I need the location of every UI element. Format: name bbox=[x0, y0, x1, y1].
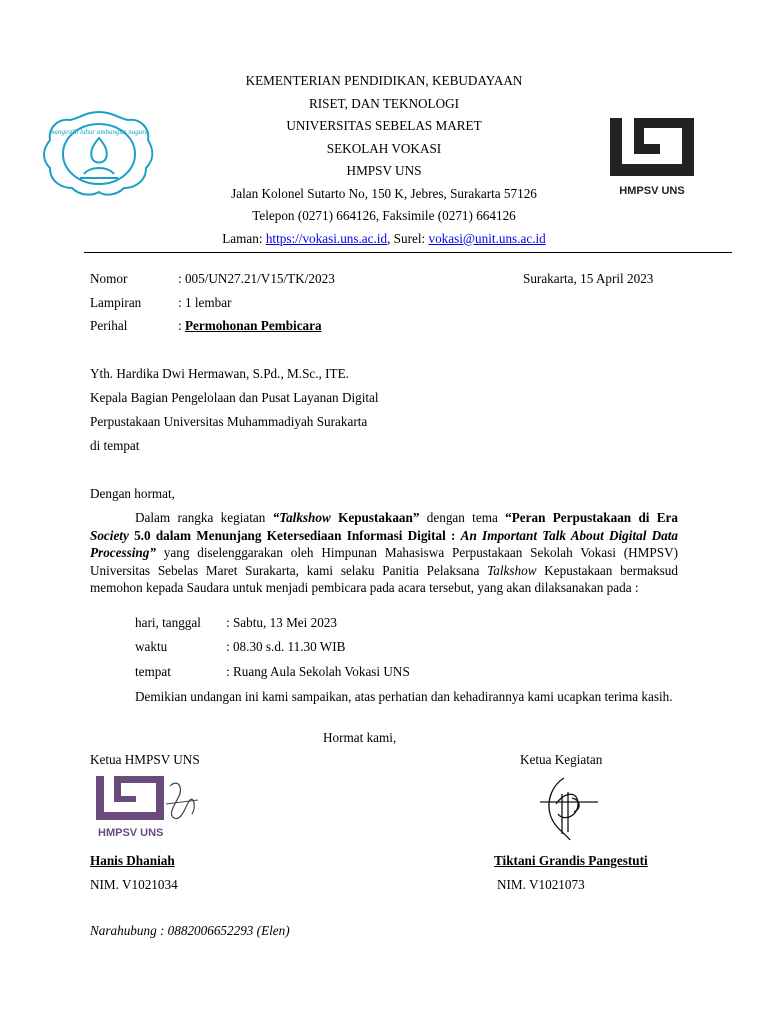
tempat-value: : Ruang Aula Sekolah Vokasi UNS bbox=[226, 664, 410, 679]
regards: Hormat kami, bbox=[323, 730, 397, 745]
tempat-label: tempat bbox=[135, 664, 171, 679]
right-signer-name: Tiktani Grandis Pangestuti bbox=[494, 853, 648, 868]
lampiran-label: Lampiran bbox=[90, 295, 142, 310]
university-name: UNIVERSITAS SEBELAS MARET bbox=[286, 118, 482, 133]
waktu-value: : 08.30 s.d. 11.30 WIB bbox=[226, 639, 346, 654]
p1-b: “Talkshow bbox=[272, 510, 331, 525]
left-sign-title: Ketua HMPSV UNS bbox=[90, 752, 200, 767]
web-label: Laman: bbox=[222, 230, 263, 246]
left-stamp-signature bbox=[94, 774, 204, 842]
p1-f: Society bbox=[90, 527, 129, 543]
web-link[interactable]: https://vokasi.uns.ac.id bbox=[265, 230, 388, 246]
lampiran-value: : 1 lembar bbox=[178, 295, 232, 310]
p1-g: 5.0 dalam Menunjang Ketersediaan Informasi Digital : bbox=[128, 527, 461, 543]
phone: Telepon (0271) 664126, Faksimile (0271) 664126 bbox=[252, 208, 516, 223]
waktu-label: waktu bbox=[135, 639, 168, 654]
mail-label: , Surel: bbox=[387, 230, 426, 246]
perihal-value: Permohonan Pembicara bbox=[184, 318, 322, 333]
greeting: Dengan hormat, bbox=[90, 486, 175, 501]
university-logo bbox=[40, 108, 158, 198]
p1-c: Kepustakaan” bbox=[330, 510, 420, 525]
main-paragraph bbox=[90, 509, 678, 597]
closing-paragraph: Demikian undangan ini kami sampaikan, atas perhatian dan kehadirannya kami ucapkan terima kasih. bbox=[135, 689, 673, 704]
letter-date: Surakarta, 15 April 2023 bbox=[523, 271, 654, 286]
ministry-line1: KEMENTERIAN PENDIDIKAN, KEBUDAYAAN bbox=[245, 73, 523, 88]
recipient-position: Kepala Bagian Pengelolaan dan Pusat Layanan Digital bbox=[90, 390, 379, 405]
p1-i: yang diselenggarakan oleh Himpunan Mahasiswa Perpustakaan Sekolah Vokasi (HMPSV) Universitas Sebelas Maret Surakarta, kami selaku Panitia Pelaksana bbox=[90, 545, 678, 578]
hari-value: : Sabtu, 13 Mei 2023 bbox=[226, 615, 337, 630]
p1-a: Dalam rangka kegiatan bbox=[135, 510, 273, 525]
mail-link[interactable]: vokasi@unit.uns.ac.id bbox=[428, 230, 546, 246]
web-line bbox=[184, 228, 584, 251]
p1-k: Kepustakaan bermaksud memohon kepada Saudara untuk menjadi pembicara pada acara tersebut, yang akan dilaksanakan pada : bbox=[90, 562, 678, 595]
hmpsv-logo-label: HMPSV UNS bbox=[619, 185, 685, 197]
letterhead-text bbox=[184, 70, 584, 250]
recipient-institution: Perpustakaan Universitas Muhammadiyah Surakarta bbox=[90, 414, 368, 429]
recipient-name: Yth. Hardika Dwi Hermawan, S.Pd., M.Sc., ITE. bbox=[90, 366, 349, 381]
perihal-value-line bbox=[178, 318, 322, 334]
right-signature bbox=[534, 774, 604, 846]
perihal-colon: : bbox=[178, 318, 185, 333]
left-signer-name: Hanis Dhaniah bbox=[90, 853, 175, 868]
p1-j: Talkshow bbox=[487, 562, 537, 578]
right-sign-title: Ketua Kegiatan bbox=[520, 752, 603, 767]
school-name: SEKOLAH VOKASI bbox=[326, 140, 442, 156]
recipient-place: di tempat bbox=[90, 438, 140, 453]
contact-person: Narahubung : 0882006652293 (Elen) bbox=[90, 923, 290, 938]
right-signer-nim: NIM. V1021073 bbox=[497, 877, 585, 892]
ministry-line2: RISET, DAN TEKNOLOGI bbox=[308, 95, 460, 111]
university-logo-motto: mangesthi luhur ambangun nagara bbox=[49, 128, 149, 136]
p1-e: “Peran Perpustakaan di Era bbox=[505, 510, 678, 525]
nomor-label: Nomor bbox=[90, 271, 128, 286]
address: Jalan Kolonel Sutarto No, 150 K, Jebres, Surakarta 57126 bbox=[231, 185, 537, 201]
nomor-value: : 005/UN27.21/V15/TK/2023 bbox=[178, 271, 335, 286]
hmpsv-logo bbox=[608, 116, 696, 200]
p1-d: dengan tema bbox=[419, 510, 506, 525]
left-stamp-label: HMPSV UNS bbox=[98, 827, 164, 839]
p1-h: An Important Talk About Digital Data Processing” bbox=[90, 527, 678, 560]
left-signer-nim: NIM. V1021034 bbox=[90, 877, 178, 892]
org-name: HMPSV UNS bbox=[346, 163, 422, 178]
letterhead-divider bbox=[84, 252, 732, 253]
perihal-label: Perihal bbox=[90, 318, 128, 333]
hari-label: hari, tanggal bbox=[135, 615, 201, 630]
